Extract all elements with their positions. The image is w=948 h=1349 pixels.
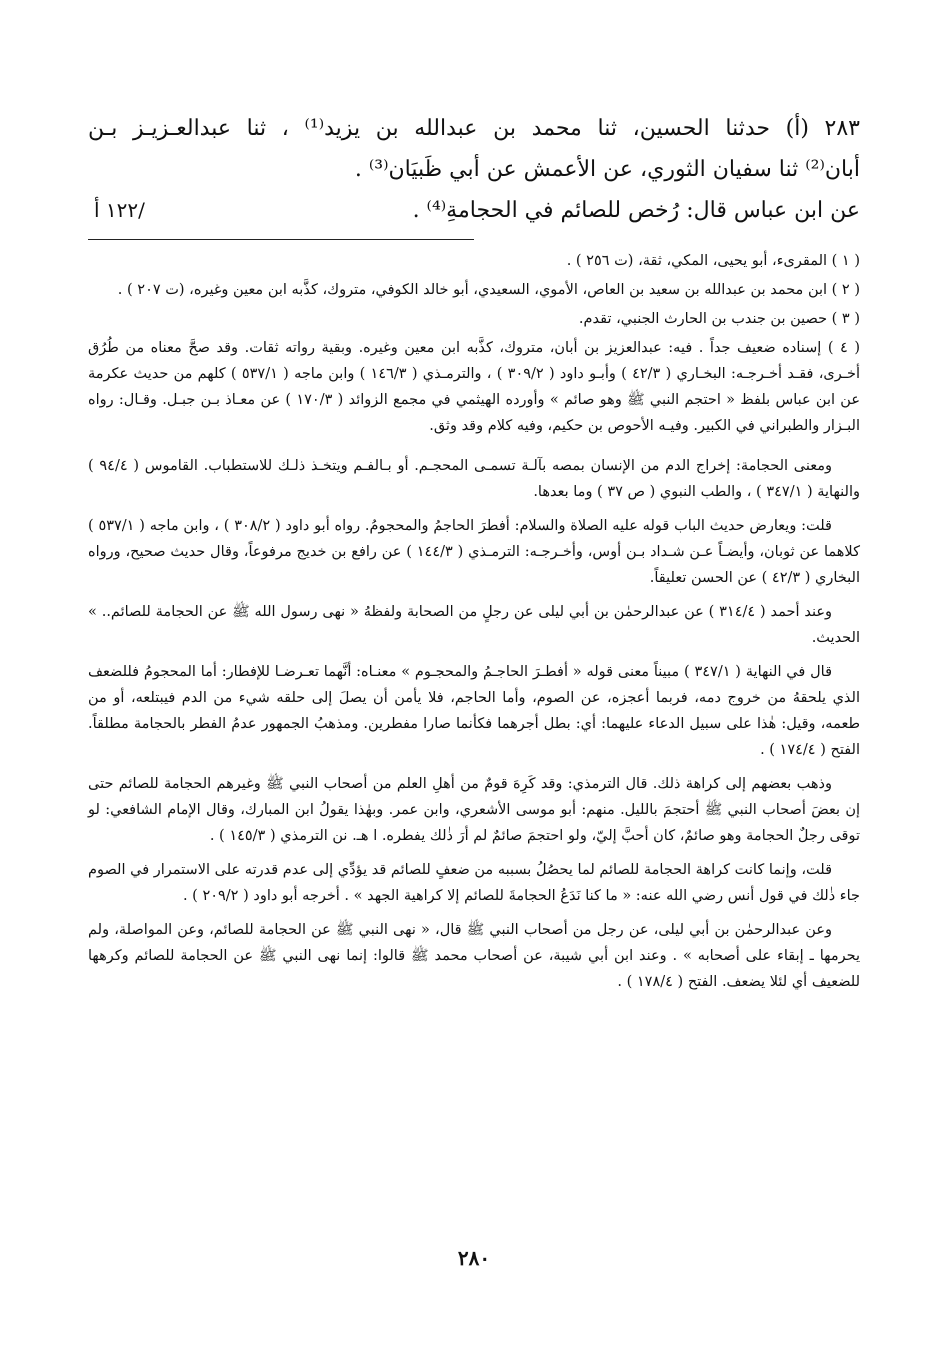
page-number: ٢٨٠ bbox=[457, 1246, 491, 1270]
commentary-paragraph-7: وعن عبدالرحمٰن بن أبي ليلى، عن رجل من أصحاب النبي ﷺ قال، « نهى النبي ﷺ عن الحجامة للصائم، وعن المواصلة، ولم يحرمها ـ إبقاء على أصحابه » . وعند ابن أبي شيبة، عن أصحاب محمد ﷺ قالوا: إنما نهى النبي ﷺ عن الحجامة للصائم وكرهها للضعيف أي لئلا يضعف. الفتح ( ١٧٨/٤ ) . bbox=[88, 922, 860, 990]
commentary-paragraph-2: قلت: ويعارض حديث الباب قوله عليه الصلاة والسلام: أفطرَ الحاجمُ والمحجومُ. رواه أبو داود ( ٣٠٨/٢ ) ، وابن ماجه ( ٥٣٧/١ ) كلاهما عن ثوبان، وأيضـاً عـن شـداد بـن أوس، وأخـرجـه: الترمـذي ( ١٤٤/٣ ) عن رافع بن خديج مرفوعاً، وقال حديث صحيح، ورواه البخاري ( ٤٢/٣ ) عن الحسن تعليقاً. bbox=[88, 518, 860, 586]
hadith-line-2: أبان⁽²⁾ ثنا سفيان الثوري، عن الأعمش عن أبي ظَبيَان⁽³⁾ . bbox=[354, 157, 860, 182]
footnote-divider bbox=[88, 239, 474, 240]
hadith-line-1: ٢٨٣ (أ) حدثنا الحسين، ثنا محمد بن عبدالله بن يزيد⁽¹⁾ ، ثنا عبدالعـزيـز بـن bbox=[88, 116, 860, 141]
commentary-paragraph-3: وعند أحمد ( ٣١٤/٤ ) عن عبدالرحمٰن بن أبي ليلى عن رجلٍ من الصحابة ولفظهُ « نهى رسول الله ﷺ عن الحجامة للصائم.. » الحديث. bbox=[88, 604, 860, 646]
hadith-line-3: عن ابن عباس قال: رُخص للصائم في الحجامةِ⁽⁴⁾ . bbox=[412, 198, 860, 223]
hadith-line-3-row bbox=[88, 190, 860, 231]
commentary-paragraph-6: قلت، وإنما كانت كراهة الحجامة للصائم لما يحصُلُ بسببه من ضعفٍ للصائم قد يؤدِّي إلى عدم قدرته على الاستمرار في الصوم جاء ذٰلك في قول أنس رضي الله عنه: « ما كنا نَدَعُ الحجامةَ للصائم إلا كراهية الجهد » . أخرجه أبو داود ( ٢٠٩/٢ ) . bbox=[88, 862, 860, 904]
hadith-text bbox=[88, 108, 860, 231]
footnote-2: ( ٢ ) ابن محمد بن عبدالله بن سعيد بن العاص، الأموي، السعيدي، أبو خالد الكوفي، متروك، كذَّبه ابن معين وغيره، (ت ٢٠٧ ) . bbox=[117, 282, 860, 298]
page-body bbox=[88, 108, 860, 995]
commentary-paragraph-4: قال في النهاية ( ٣٤٧/١ ) مبيناً معنى قوله « أفطـرَ الحاجـمُ والمحجـوم » معنـاه: أنَّهما تعـرضـا للإفطار: أما المحجومُ فللضعف الذي يلحقهُ من خروج دمه، فربما أعجزه، عن الصوم، وأما الحاجم، فلا يأمن أن يصلَ إلى حلقه شيء من الدم فيبتلعه، أو من طعمه، وقيل: هٰذا على سبيل الدعاء عليهما: أي: بطل أجرهما فكأنما صارا مفطرين. ومذهبُ الجمهور عدمُ الفطر بالحجامة مطلقاً. الفتح ( ١٧٤/٤ ) . bbox=[88, 664, 860, 758]
commentary bbox=[88, 453, 860, 995]
commentary-paragraph-1: ومعنى الحجامة: إخراج الدم من الإنسان بمصه بآلـة تسمـى المحجـم. أو بـالفـم ويتخـذ ذلـك للاستطباب. القاموس ( ٩٤/٤ ) والنهاية ( ٣٤٧/١ ) ، والطب النبوي ( ص ٣٧ ) وما بعدها. bbox=[88, 458, 860, 500]
manuscript-folio-marker: /١٢٢ أ bbox=[94, 198, 145, 222]
footnotes bbox=[88, 248, 860, 439]
commentary-paragraph-5: وذهب بعضهم إلى كراهة ذلك. قال الترمذي: وقد كَرِهَ قومٌ من أهلِ العلم من أصحاب النبي ﷺ وغيرهم الحجامة للصائم حتى إن بعضَ أصحاب النبي ﷺ أحتجمَ بالليل. منهم: أبو موسى الأشعري، وابن عمر. وبهٰذا يقولُ ابن المبارك، وقال الإمام الشافعي: لو توقى رجلٌ الحجامة وهو صائمٌ، كان أحبَّ إليّ، ولو احتجمَ صائمٌ لم أرَ ذٰلك يفطره. ا هـ. نن الترمذي ( ١٤٥/٣ ) . bbox=[88, 776, 860, 844]
footnote-4: ( ٤ ) إسناده ضعيف جداً . فيه: عبدالعزيز بن أبان، متروك، كذَّبه ابن معين وغيره. وبقية رواته ثقات. وقد صحَّ معناه من طُرُق أخـرى، فقـد أخـرجـه: البخـاري ( ٤٢/٣ ) وأبـو داود ( ٣٠٩/٢ ) ، والترمـذي ( ١٤٦/٣ ) وابن ماجه ( ٥٣٧/١ ) كلهم من حديث عكرمة عن ابن عباس بلفظ « احتجم النبي ﷺ وهو صائم » وأورده الهيثمي في مجمع الزوائد ( ١٧٠/٣ ) عن معـاذ بـن جبـل. وقـال: رواه البـزار والطبراني في الكبير. وفيـه الأحوص بن حكيم، وفيه كلام وقد وثق. bbox=[88, 340, 860, 434]
footnote-1: ( ١ ) المقرىء، أبو يحيى، المكي، ثقة، (ت ٢٥٦ ) . bbox=[566, 253, 860, 269]
footnote-3: ( ٣ ) حصين بن جندب بن الحارث الجنبي، تقدم. bbox=[578, 311, 860, 327]
